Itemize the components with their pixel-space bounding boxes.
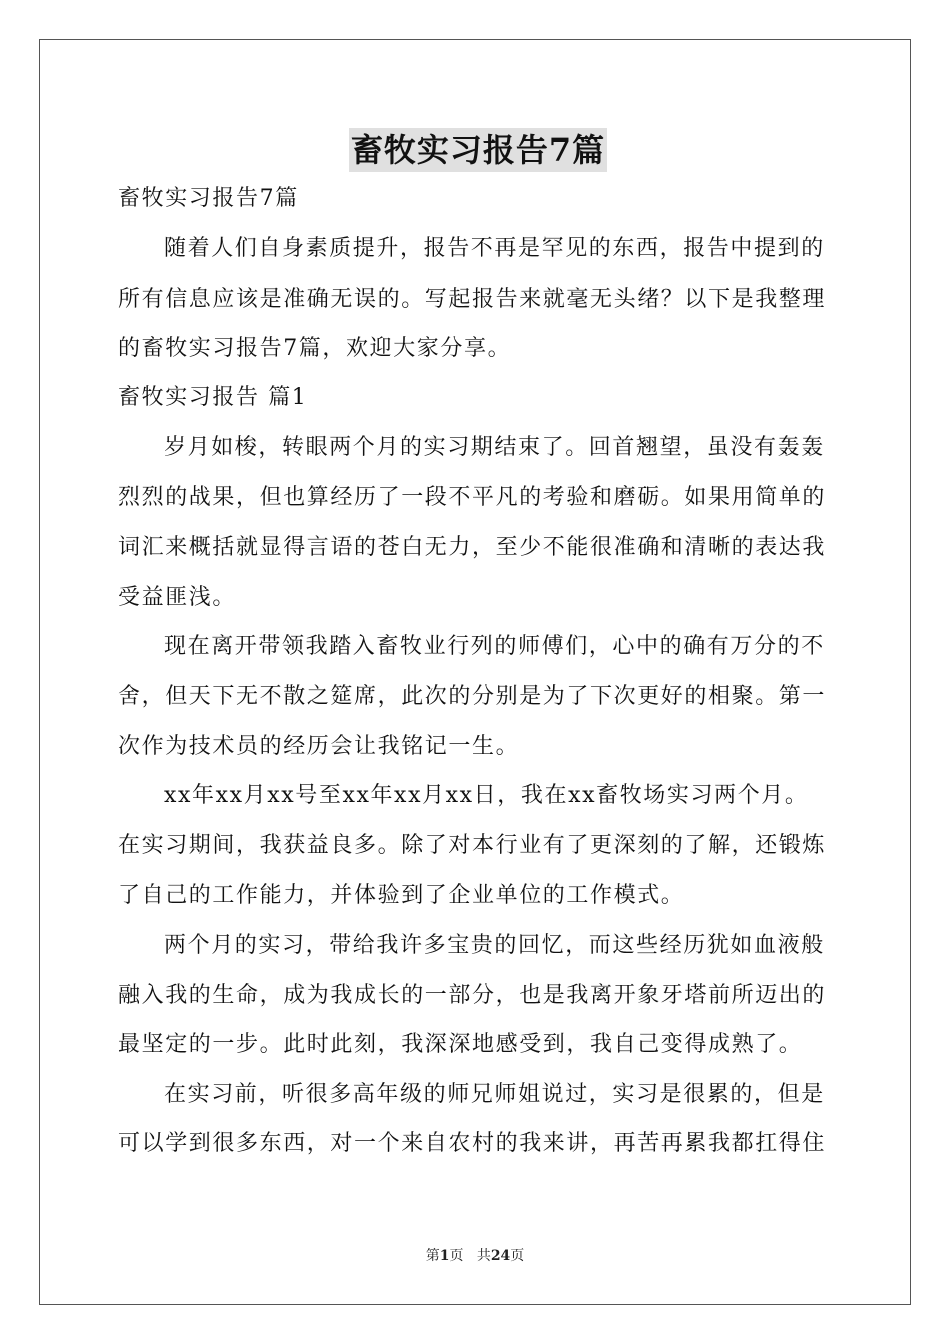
- footer-page-prefix: 第: [425, 1248, 440, 1264]
- paragraph-line: 现在离开带领我踏入畜牧业行列的师傅们，心中的确有万分的不: [164, 634, 825, 659]
- footer-page-number: 1: [439, 1248, 450, 1264]
- paragraph-line: 随着人们自身素质提升，报告不再是罕见的东西，报告中提到的: [164, 236, 825, 261]
- paragraph-line: 岁月如梭，转眼两个月的实习期结束了。回首翘望，虽没有轰轰: [164, 435, 825, 460]
- paragraph-line: 在实习前，听很多高年级的师兄师姐说过，实习是很累的，但是: [164, 1082, 825, 1107]
- paragraph-line: xx年xx月xx号至xx年xx月xx日，我在xx畜牧场实习两个月。: [164, 783, 809, 808]
- paragraph-line: 所有信息应该是准确无误的。写起报告来就毫无头绪？以下是我整理: [118, 287, 827, 312]
- paragraph-line: 的畜牧实习报告7篇，欢迎大家分享。: [118, 336, 512, 361]
- paragraph-line: 两个月的实习，带给我许多宝贵的回忆，而这些经历犹如血液般: [164, 933, 825, 958]
- page-footer: [0, 1246, 950, 1266]
- footer-total-suffix: 页: [510, 1248, 525, 1264]
- title-wrap: [118, 128, 838, 172]
- paragraph-line: 融入我的生命，成为我成长的一部分，也是我离开象牙塔前所迈出的: [118, 983, 827, 1008]
- paragraph-line: 了自己的工作能力，并体验到了企业单位的工作模式。: [118, 883, 685, 908]
- paragraph-line: 次作为技术员的经历会让我铭记一生。: [118, 734, 520, 759]
- paragraph-line: 最坚定的一步。此时此刻，我深深地感受到，我自己变得成熟了。: [118, 1032, 803, 1057]
- paragraph-line: 词汇来概括就显得言语的苍白无力，至少不能很准确和清晰的表达我: [118, 535, 827, 560]
- document-title: 畜牧实习报告7篇: [349, 128, 607, 172]
- page-border: [39, 39, 911, 1305]
- footer-total-pages: 24: [490, 1248, 511, 1264]
- footer-page-suffix: 页: [449, 1248, 464, 1264]
- footer-total-prefix: 共: [476, 1248, 491, 1264]
- paragraph-line: 在实习期间，我获益良多。除了对本行业有了更深刻的了解，还锻炼: [118, 833, 827, 858]
- paragraph-line: 烈烈的战果，但也算经历了一段不平凡的考验和磨砺。如果用简单的: [118, 485, 827, 510]
- section-heading: 畜牧实习报告 篇1: [118, 385, 308, 410]
- paragraph-line: 受益匪浅。: [118, 585, 237, 610]
- subtitle-line: 畜牧实习报告7篇: [118, 186, 299, 211]
- paragraph-line: 可以学到很多东西，对一个来自农村的我来讲，再苦再累我都扛得住: [118, 1131, 827, 1156]
- paragraph-line: 舍，但天下无不散之筵席，此次的分别是为了下次更好的相聚。第一: [118, 684, 827, 709]
